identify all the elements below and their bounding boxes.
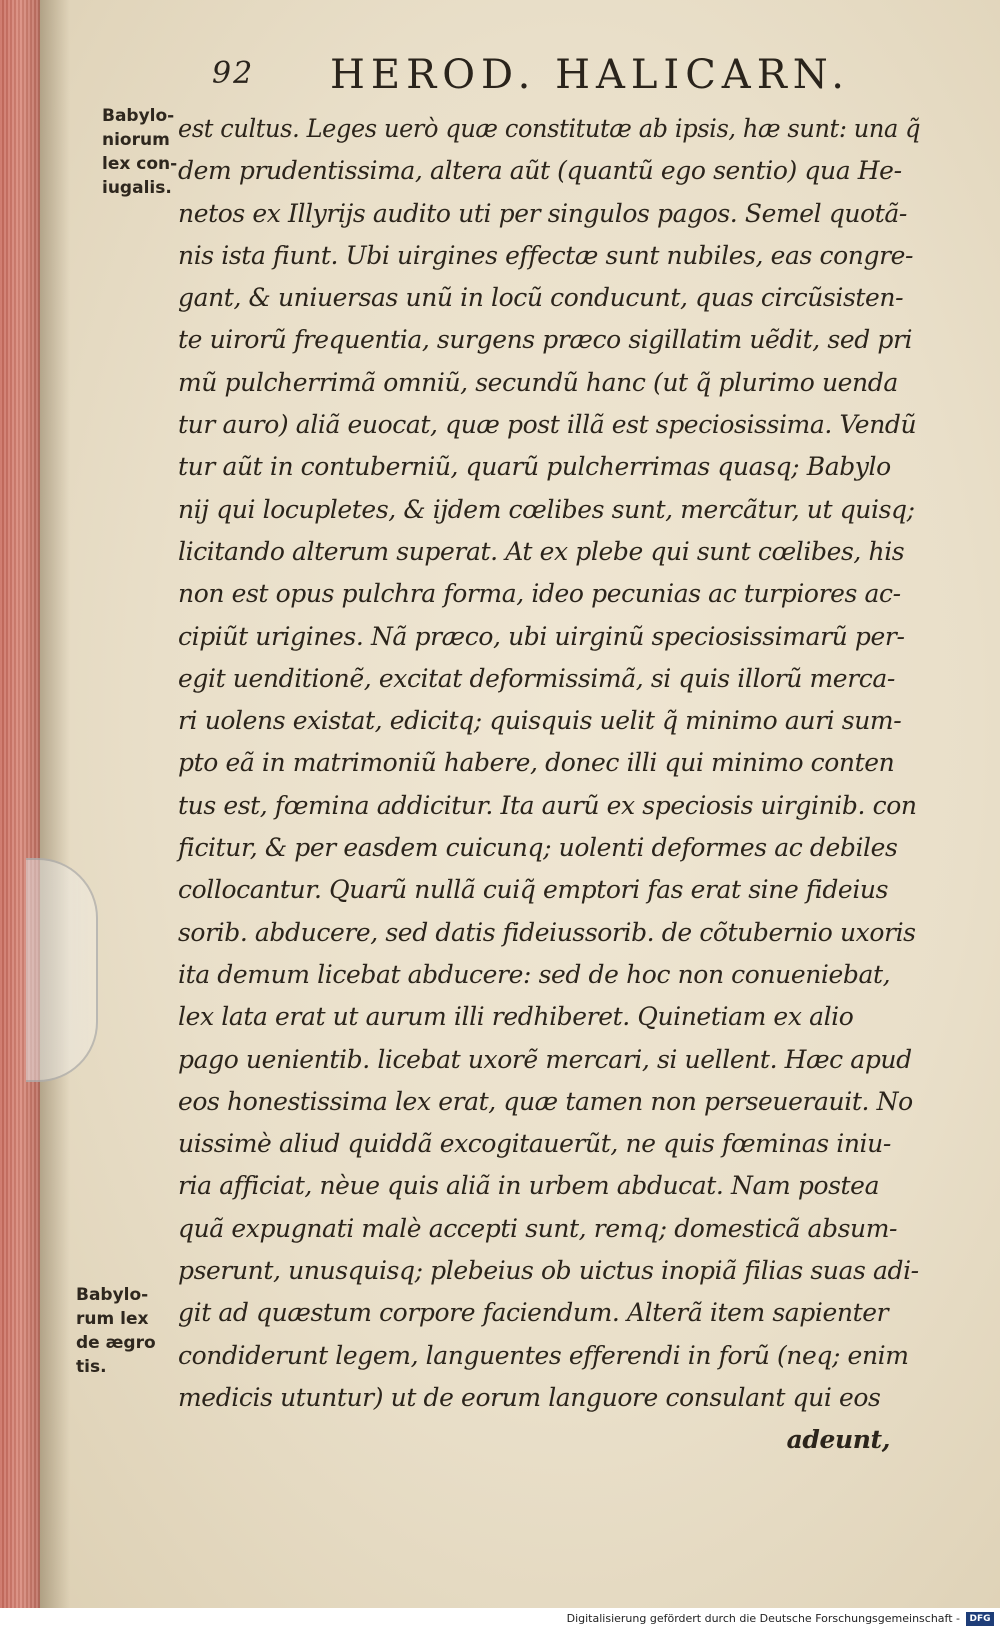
text-line: nis ista fiunt. Ubi uirgines effectæ sunt nubiles, eas congre-	[178, 240, 914, 270]
margin-note-sick-law	[76, 1283, 156, 1379]
text-line: pto eã in matrimoniũ habere, donec illi qui minimo conten	[178, 748, 895, 778]
margin-note-line: niorum	[102, 130, 170, 150]
margin-note-line: rum lex	[76, 1309, 149, 1329]
text-line: tus est, fœmina addicitur. Ita aurũ ex speciosis uirginib. con	[178, 790, 917, 820]
margin-note-marriage-law	[102, 104, 177, 200]
text-line: tur auro) aliã euocat, quæ post illã est speciosissima. Vendũ	[178, 410, 917, 440]
margin-note-line: de ægro	[76, 1333, 156, 1353]
dfg-logo: DFG	[966, 1612, 994, 1626]
page-number: 92	[212, 56, 255, 91]
text-line: licitando alterum superat. At ex plebe qui sunt cœlibes, his	[178, 536, 905, 566]
text-line: est cultus. Leges uerò quæ constitutæ ab ipsis, hæ sunt: una q̃	[178, 114, 921, 143]
text-line: ria afficiat, nèue quis aliã in urbem abducat. Nam postea	[178, 1171, 880, 1201]
text-line: lex lata erat ut aurum illi redhiberet. Quinetiam ex alio	[178, 1002, 854, 1032]
text-line: collocantur. Quarũ nullã cuiq̃ emptori fas erat sine fideius	[178, 875, 889, 905]
text-line: dem prudentissima, altera aũt (quantũ ego sentio) qua He-	[178, 156, 902, 186]
text-line: egit uenditionẽ, excitat deformissimã, si quis illorũ merca-	[178, 663, 895, 693]
text-line: git ad quæstum corpore faciendum. Alterã item sapienter	[178, 1298, 889, 1328]
text-line: adeunt,	[786, 1425, 890, 1455]
text-line: pserunt, unusquisq; plebeius ob uictus inopiã filias suas adi-	[178, 1256, 919, 1286]
running-title: HEROD. HALICARN.	[330, 52, 850, 98]
text-line: te uirorũ frequentia, surgens præco sigillatim uẽdit, sed pri	[178, 325, 913, 355]
running-head	[212, 52, 892, 102]
text-line: eos honestissima lex erat, quæ tamen non perseuerauit. No	[178, 1086, 913, 1116]
margin-note-line: iugalis.	[102, 178, 172, 198]
text-line: ri uolens existat, edicitq; quisquis uelit q̃ minimo auri sum-	[178, 706, 902, 736]
text-line: condiderunt legem, languentes efferendi in forũ (neq; enim	[178, 1340, 909, 1370]
text-line: ita demum licebat abducere: sed de hoc non conueniebat,	[178, 959, 891, 989]
text-line: sorib. abducere, sed datis fideiussorib. de cõtubernio uxoris	[178, 917, 916, 947]
text-line: nij qui locupletes, & ijdem cœlibes sunt, mercãtur, ut quisq;	[178, 494, 915, 524]
margin-note-line: lex con-	[102, 154, 178, 174]
text-line: quã expugnati malè accepti sunt, remq; domesticã absum-	[178, 1213, 898, 1243]
text-line: medicis utuntur) ut de eorum languore consulant qui eos	[178, 1382, 881, 1412]
margin-note-line: Babylo-	[76, 1285, 149, 1305]
funding-credit: Digitalisierung gefördert durch die Deutsche Forschungsgemeinschaft -	[566, 1612, 960, 1625]
text-line: netos ex Illyrijs audito uti per singulos pagos. Semel quotã-	[178, 198, 907, 228]
text-line: cipiũt urigines. Nã præco, ubi uirginũ speciosissimarũ per-	[178, 621, 905, 651]
page-clip	[26, 858, 98, 1082]
text-line: uissimè aliud quiddã excogitauerũt, ne quis fœminas iniu-	[178, 1129, 891, 1159]
text-line: mũ pulcherrimã omniũ, secundũ hanc (ut q̃ plurimo uenda	[178, 367, 898, 397]
text-line: tur aũt in contuberniũ, quarũ pulcherrimas quasq; Babylo	[178, 452, 891, 482]
text-line: pago uenientib. licebat uxorẽ mercari, si uellent. Hæc apud	[178, 1044, 912, 1074]
body-text	[178, 108, 920, 1462]
margin-note-line: Babylo-	[102, 106, 175, 126]
text-line: gant, & uniuersas unũ in locũ conducunt, quas circũsisten-	[178, 283, 904, 313]
text-line: ficitur, & per easdem cuicunq; uolenti deformes ac debiles	[178, 833, 898, 863]
footer-bar	[0, 1608, 1000, 1631]
margin-note-line: tis.	[76, 1357, 107, 1377]
gutter-shadow	[40, 0, 70, 1608]
text-line: non est opus pulchra forma, ideo pecunias ac turpiores ac-	[178, 579, 901, 609]
